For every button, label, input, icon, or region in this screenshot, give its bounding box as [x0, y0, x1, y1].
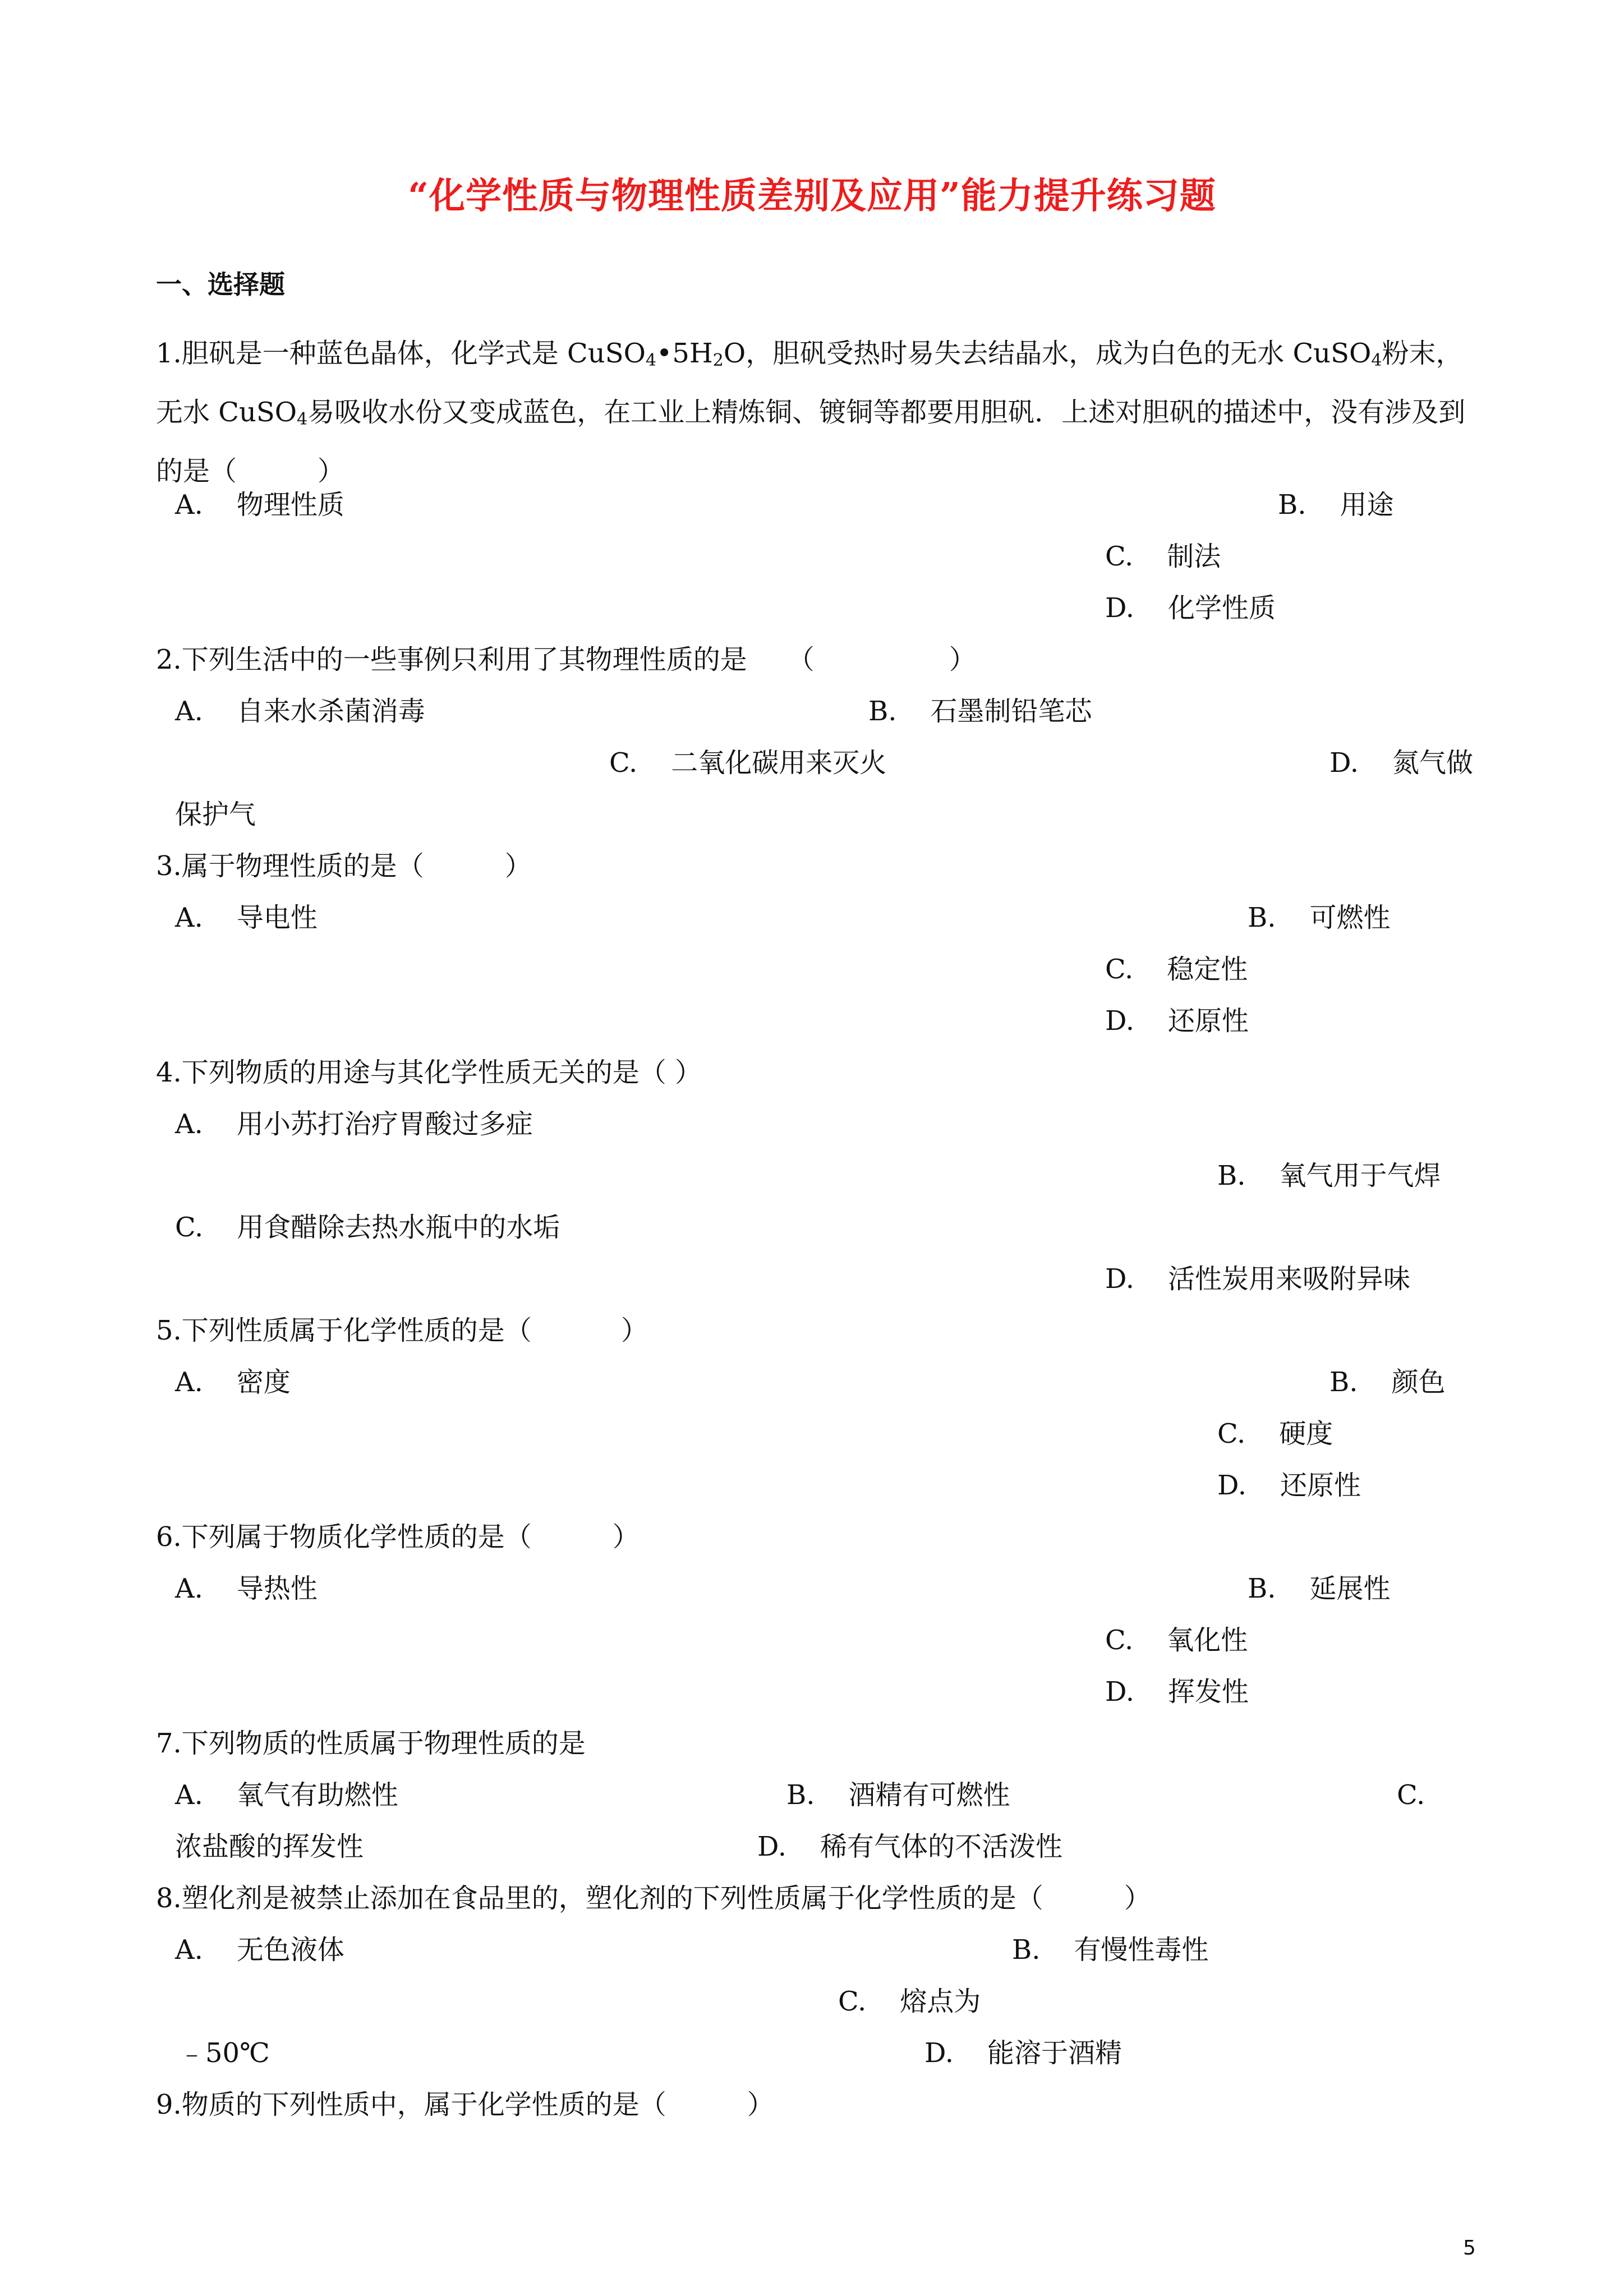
document-title: “化学性质与物理性质差别及应用”能力提升练习题: [408, 175, 1216, 217]
question-4-stem: 4.下列物质的用途与其化学性质无关的是（ ）: [156, 1057, 702, 1088]
q7-option-c-letter[interactable]: C.: [1397, 1779, 1425, 1811]
question-6-stem: 6.下列属于物质化学性质的是（ ）: [156, 1521, 640, 1553]
q2-option-d[interactable]: D. 氮气做: [1329, 747, 1474, 779]
q6-option-a[interactable]: A. 导热性: [175, 1573, 318, 1604]
q8-option-b[interactable]: B. 有慢性毒性: [1012, 1934, 1209, 1966]
q4-option-c[interactable]: C. 用食醋除去热水瓶中的水垢: [175, 1212, 560, 1243]
q8-option-c[interactable]: C. 熔点为: [838, 1986, 981, 2017]
q7-option-a[interactable]: A. 氧气有助燃性: [175, 1779, 398, 1811]
q1-option-b[interactable]: B. 用途: [1278, 489, 1394, 521]
q4-option-a[interactable]: A. 用小苏打治疗胃酸过多症: [175, 1108, 533, 1140]
q7-option-b[interactable]: B. 酒精有可燃性: [786, 1779, 1010, 1811]
q5-option-d[interactable]: D. 还原性: [1217, 1470, 1361, 1501]
q1-option-a[interactable]: A. 物理性质: [175, 489, 344, 521]
q1-option-d[interactable]: D. 化学性质: [1105, 592, 1276, 624]
question-8-stem: 8.塑化剂是被禁止添加在食品里的，塑化剂的下列性质属于化学性质的是（ ）: [156, 1883, 1151, 1914]
q8-option-d[interactable]: D. 能溶于酒精: [924, 2037, 1122, 2069]
q6-option-d[interactable]: D. 挥发性: [1105, 1676, 1249, 1708]
q1-option-c[interactable]: C. 制法: [1105, 541, 1221, 572]
section-heading: 一、选择题: [156, 269, 285, 300]
question-2-stem: 2.下列生活中的一些事例只利用了其物理性质的是 （ ）: [156, 644, 976, 675]
q5-option-c[interactable]: C. 硬度: [1217, 1418, 1333, 1450]
page-number: 5: [1463, 2237, 1476, 2260]
q5-option-a[interactable]: A. 密度: [175, 1366, 291, 1398]
q2-option-a[interactable]: A. 自来水杀菌消毒: [175, 696, 425, 727]
q2-option-d-continued: 保护气: [175, 799, 256, 830]
q4-option-d[interactable]: D. 活性炭用来吸附异味: [1105, 1263, 1411, 1295]
q6-option-c[interactable]: C. 氧化性: [1105, 1625, 1248, 1656]
q4-option-b[interactable]: B. 氧气用于气焊: [1217, 1160, 1441, 1191]
question-5-stem: 5.下列性质属于化学性质的是（ ）: [156, 1315, 648, 1346]
q5-option-b[interactable]: B. 颜色: [1329, 1366, 1446, 1398]
question-3-stem: 3.属于物理性质的是（ ）: [156, 850, 532, 882]
q7-option-c[interactable]: 浓盐酸的挥发性: [175, 1831, 364, 1862]
q3-option-d[interactable]: D. 还原性: [1105, 1005, 1249, 1037]
question-1-stem: 1.胆矾是一种蓝色晶体，化学式是 $CuSO_4•5H_2O$，胆矾受热时易失去结晶水，成为白色的无水 CuSO$_4$粉末，无水 CuSO$_4$易吸收水份又变成蓝色，在工业上精炼铜、镀铜等都要用胆矾．上述对胆矾的描述中，没有涉及到的是（ ）: [156, 338, 1466, 487]
question-9-stem: 9.物质的下列性质中，属于化学性质的是（ ）: [156, 2089, 774, 2120]
question-7-stem: 7.下列物质的性质属于物理性质的是: [156, 1728, 586, 1759]
q2-option-c[interactable]: C. 二氧化碳用来灭火: [609, 747, 887, 779]
q2-option-b[interactable]: B. 石墨制铅笔芯: [868, 696, 1092, 727]
q7-option-d[interactable]: D. 稀有气体的不活泼性: [757, 1831, 1063, 1862]
q8-option-c-continued: ﹣50℃: [178, 2037, 270, 2069]
q3-option-b[interactable]: B. 可燃性: [1248, 902, 1391, 933]
q3-option-c[interactable]: C. 稳定性: [1105, 954, 1248, 985]
q6-option-b[interactable]: B. 延展性: [1248, 1573, 1391, 1604]
q3-option-a[interactable]: A. 导电性: [175, 902, 318, 933]
q8-option-a[interactable]: A. 无色液体: [175, 1934, 344, 1966]
